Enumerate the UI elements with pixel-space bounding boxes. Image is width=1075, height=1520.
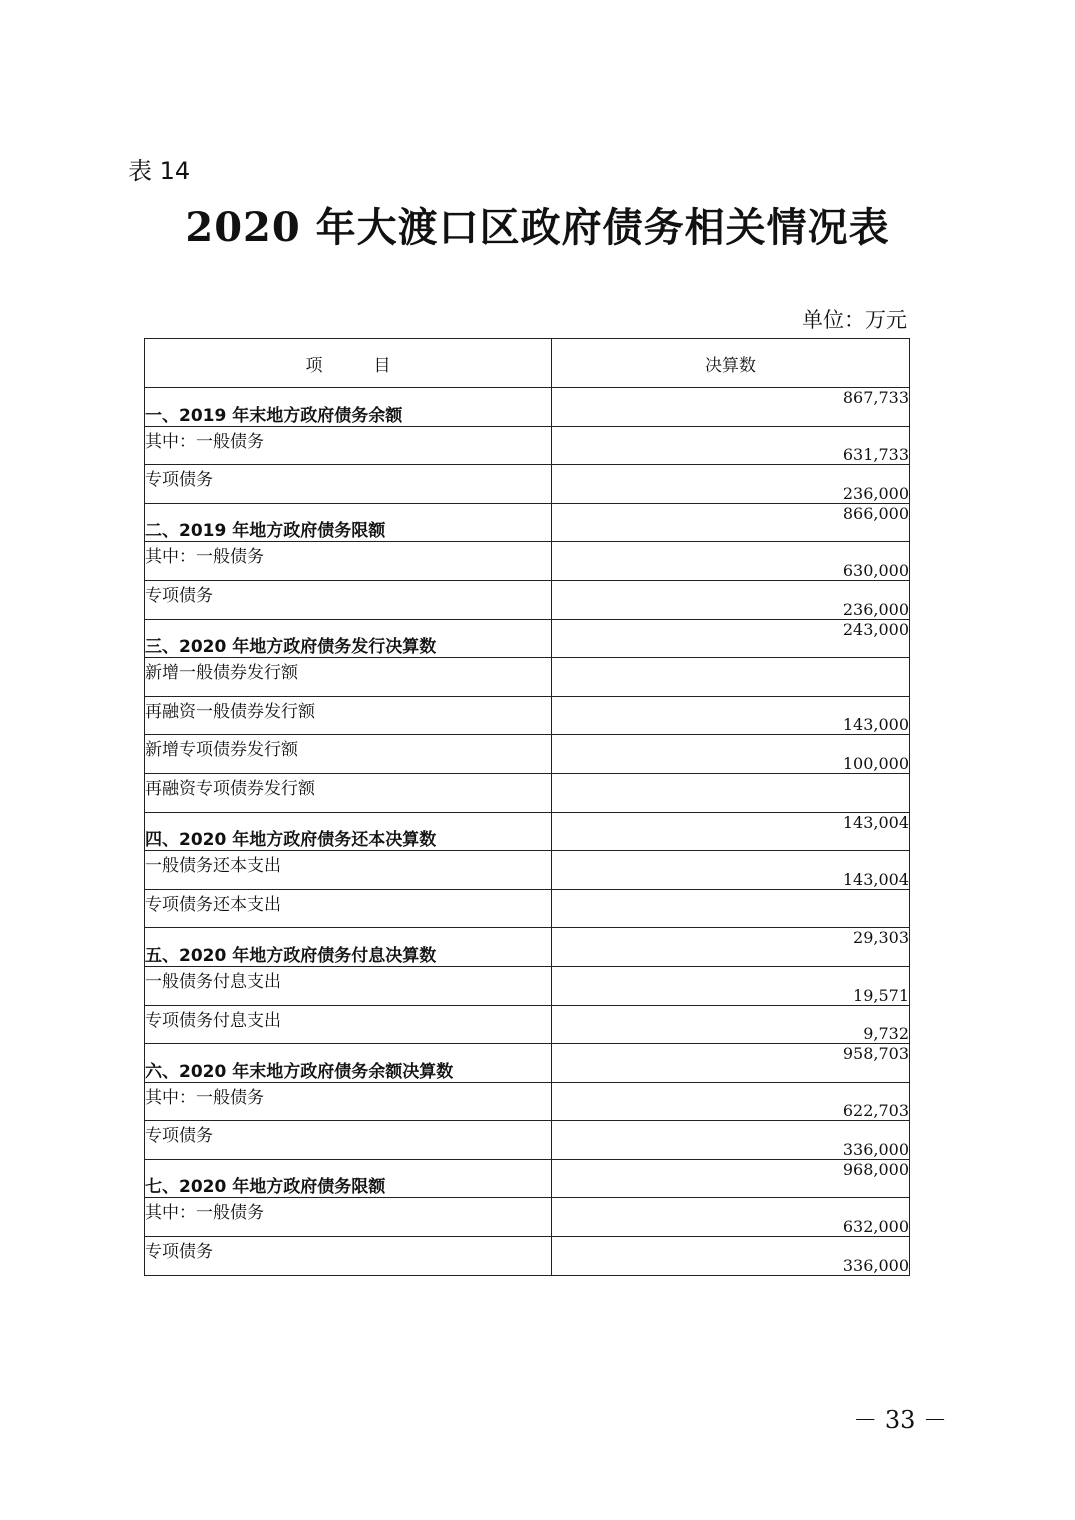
header-item: 项 目: [145, 339, 552, 388]
amount-cell: 236,000: [552, 580, 910, 619]
amount-cell: 867,733: [552, 388, 910, 427]
amount-cell: 236,000: [552, 465, 910, 504]
amount-cell: 143,004: [552, 851, 910, 890]
section-label: 二、2019 年地方政府债务限额: [145, 503, 552, 542]
amount-cell: [552, 889, 910, 928]
amount-cell: 243,000: [552, 619, 910, 658]
amount-cell: 9,732: [552, 1005, 910, 1044]
section-label: 五、2020 年地方政府债务付息决算数: [145, 928, 552, 967]
table-row: [145, 966, 910, 1005]
item-label: 新增专项债券发行额: [145, 735, 552, 774]
amount-cell: 143,004: [552, 812, 910, 851]
table-row: [145, 1237, 910, 1276]
table-row: [145, 1082, 910, 1121]
item-label: 一般债务还本支出: [145, 851, 552, 890]
item-label: 新增一般债券发行额: [145, 658, 552, 697]
amount-cell: 336,000: [552, 1237, 910, 1276]
item-label: 其中：一般债务: [145, 542, 552, 581]
section-label: 七、2020 年地方政府债务限额: [145, 1159, 552, 1198]
item-label: 一般债务付息支出: [145, 966, 552, 1005]
amount-cell: [552, 658, 910, 697]
item-label: 专项债务: [145, 1237, 552, 1276]
amount-cell: 336,000: [552, 1121, 910, 1160]
item-label: 再融资一般债券发行额: [145, 696, 552, 735]
header-amount: 决算数: [552, 339, 910, 388]
unit-label: 单位：万元: [802, 308, 907, 332]
item-label: 专项债务还本支出: [145, 889, 552, 928]
table-row: [145, 889, 910, 928]
item-label: 专项债务付息支出: [145, 1005, 552, 1044]
amount-cell: 632,000: [552, 1198, 910, 1237]
table-row: [145, 696, 910, 735]
amount-cell: 622,703: [552, 1082, 910, 1121]
section-label: 六、2020 年末地方政府债务余额决算数: [145, 1044, 552, 1083]
page-title: 2020 年大渡口区政府债务相关情况表: [185, 204, 890, 251]
table-row: [145, 851, 910, 890]
table-header-row: [145, 339, 910, 388]
table-row: [145, 658, 910, 697]
table-row: [145, 619, 910, 658]
table-row: [145, 465, 910, 504]
section-label: 一、2019 年末地方政府债务余额: [145, 388, 552, 427]
table-row: [145, 735, 910, 774]
item-label: 其中：一般债务: [145, 1082, 552, 1121]
table-row: [145, 812, 910, 851]
amount-cell: 100,000: [552, 735, 910, 774]
amount-cell: 866,000: [552, 503, 910, 542]
amount-cell: 958,703: [552, 1044, 910, 1083]
item-label: 专项债务: [145, 1121, 552, 1160]
amount-cell: 631,733: [552, 426, 910, 465]
table-row: [145, 503, 910, 542]
amount-cell: 143,000: [552, 696, 910, 735]
item-label: 专项债务: [145, 580, 552, 619]
table-row: [145, 1198, 910, 1237]
debt-table: [144, 338, 910, 1276]
table-row: [145, 1044, 910, 1083]
table-row: [145, 1159, 910, 1198]
section-label: 三、2020 年地方政府债务发行决算数: [145, 619, 552, 658]
table-row: [145, 1121, 910, 1160]
table-row: [145, 542, 910, 581]
table-row: [145, 388, 910, 427]
table-row: [145, 928, 910, 967]
table-body: [145, 388, 910, 1276]
item-label: 再融资专项债券发行额: [145, 773, 552, 812]
table-row: [145, 1005, 910, 1044]
amount-cell: 968,000: [552, 1159, 910, 1198]
item-label: 其中：一般债务: [145, 1198, 552, 1237]
amount-cell: 29,303: [552, 928, 910, 967]
table-row: [145, 580, 910, 619]
section-label: 四、2020 年地方政府债务还本决算数: [145, 812, 552, 851]
table-label: 表 14: [128, 157, 191, 185]
page-number: － 33 －: [853, 1406, 947, 1434]
amount-cell: 630,000: [552, 542, 910, 581]
table-row: [145, 426, 910, 465]
amount-cell: [552, 773, 910, 812]
item-label: 专项债务: [145, 465, 552, 504]
table-row: [145, 773, 910, 812]
item-label: 其中：一般债务: [145, 426, 552, 465]
amount-cell: 19,571: [552, 966, 910, 1005]
